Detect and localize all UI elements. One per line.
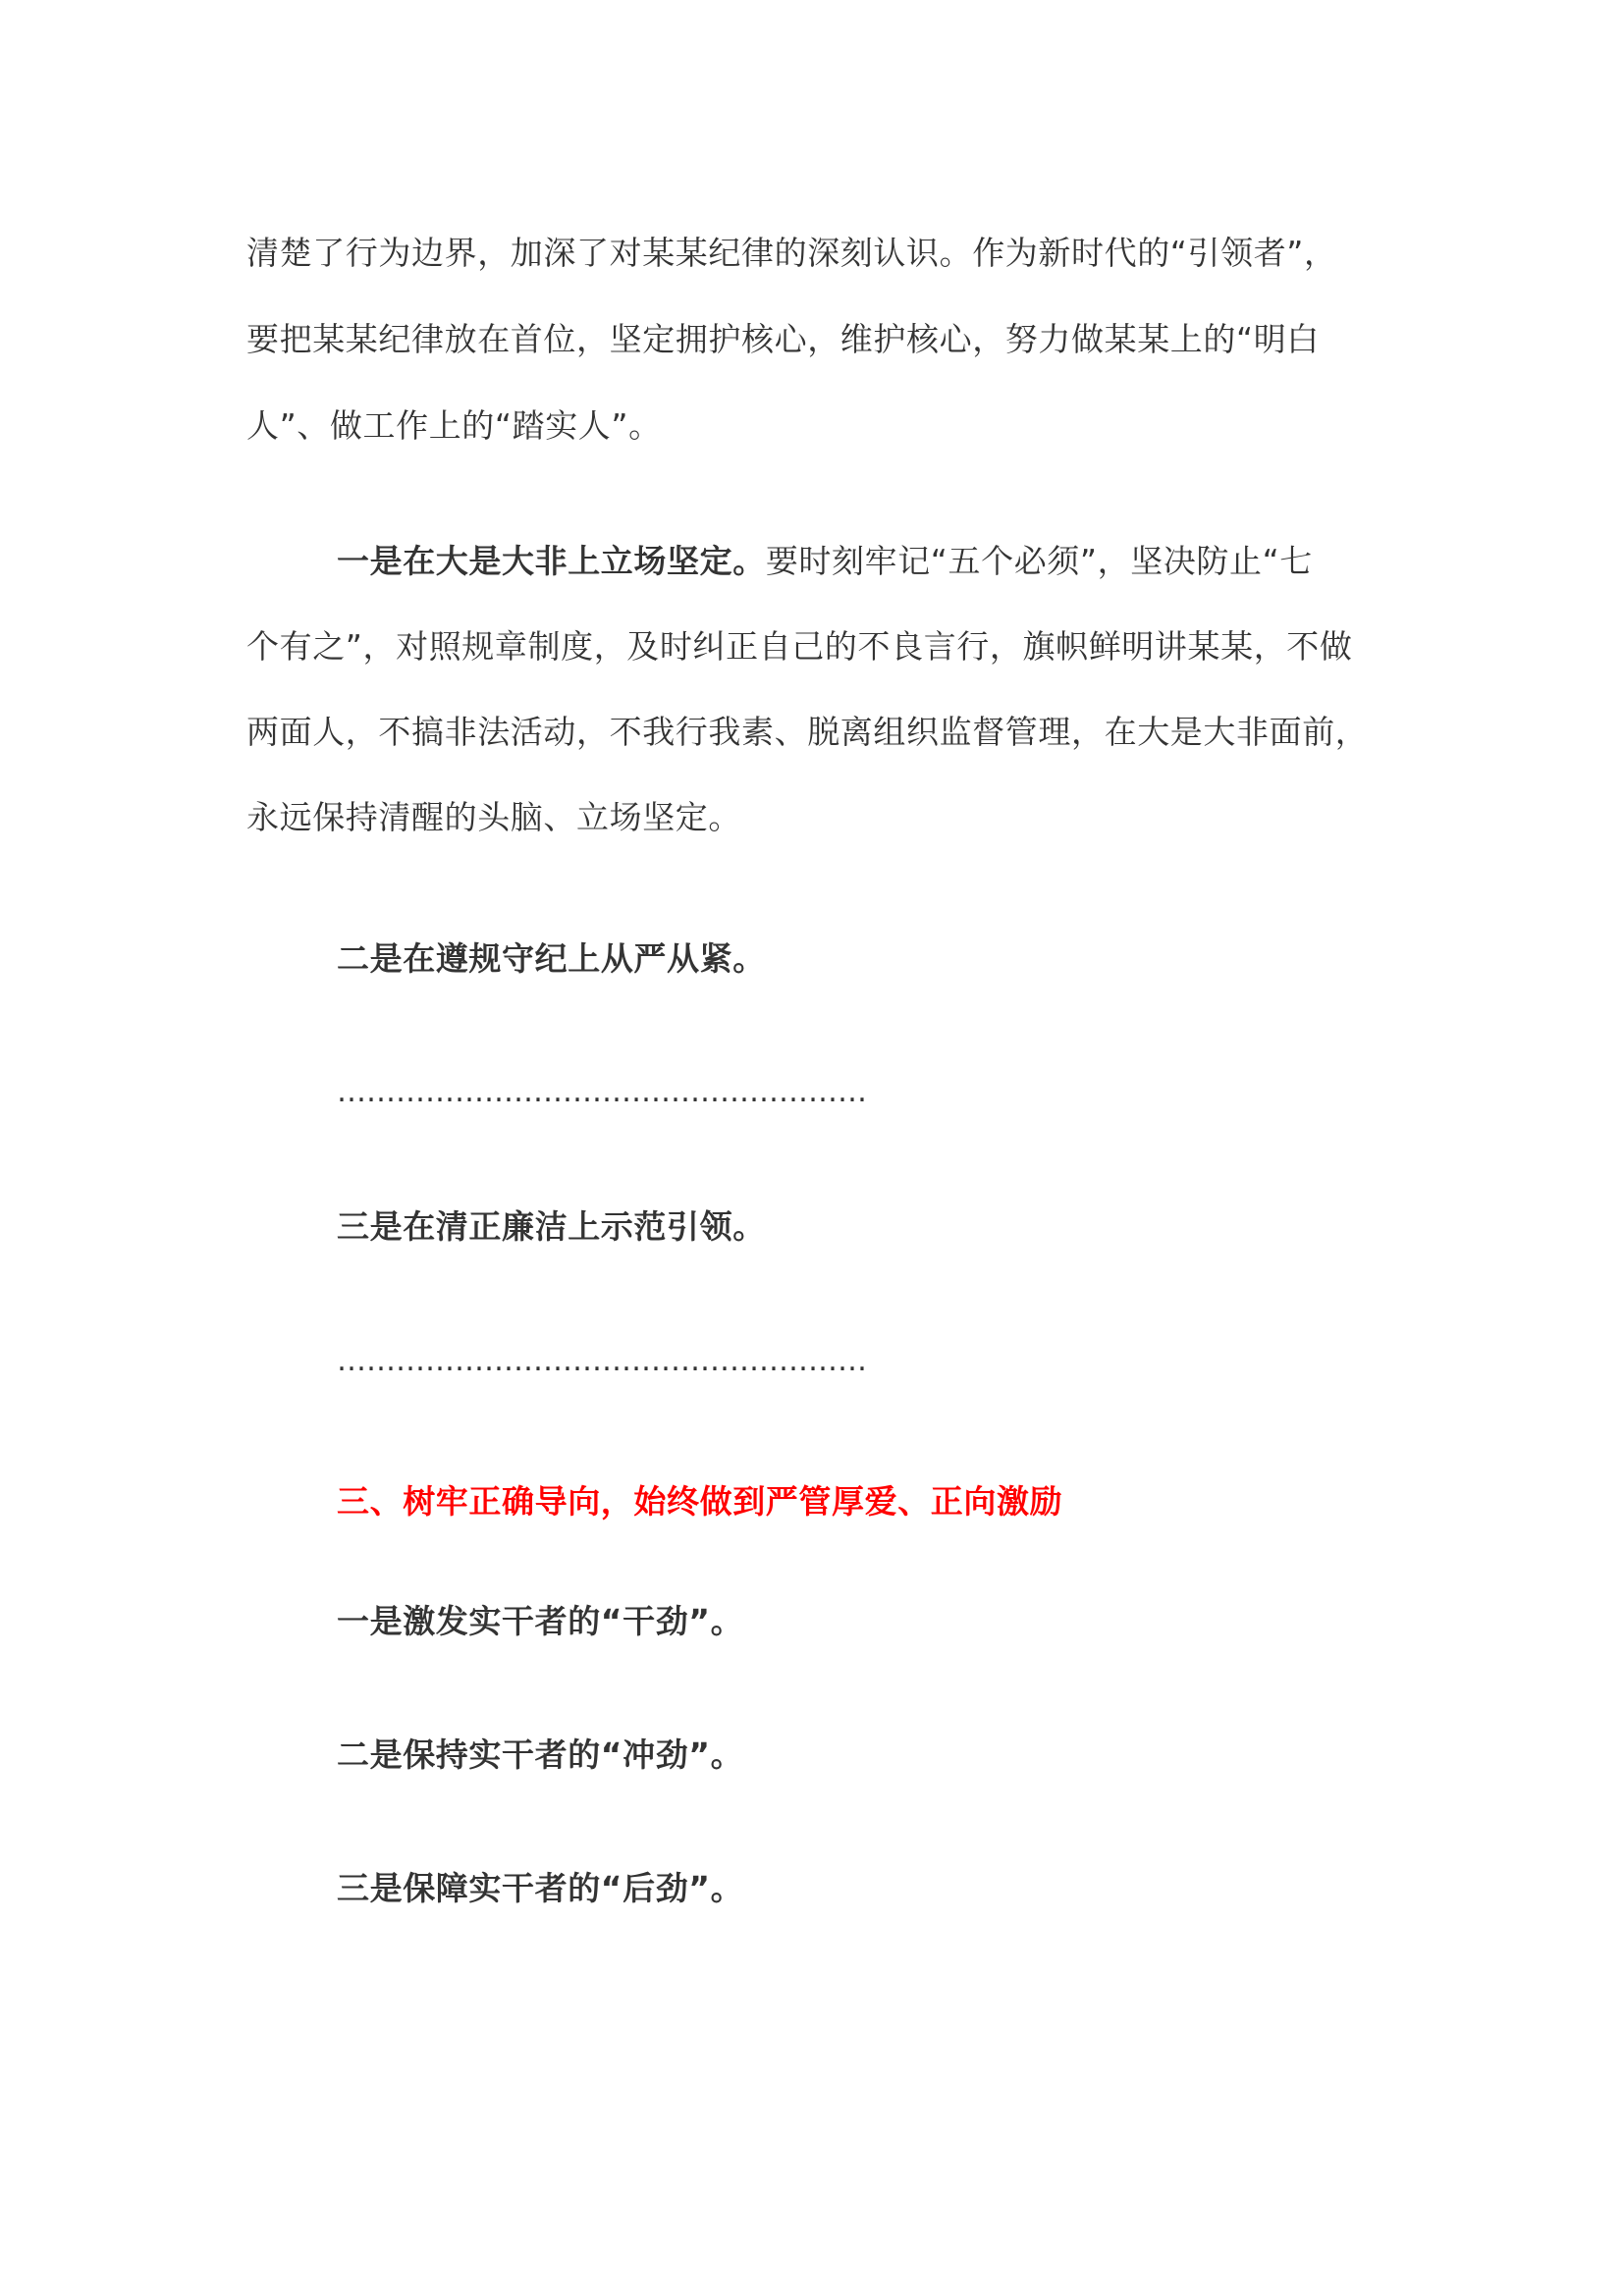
ellipsis-divider-2: ……………………………………………… (337, 1344, 867, 1378)
point-1-bold-lead: 一是在大是大非上立场坚定。 (337, 542, 766, 580)
paragraph-1-line-1: 清楚了行为边界，加深了对某某纪律的深刻认识。作为新时代的“引领者”， (246, 234, 1337, 272)
section-3-point-3: 三是保障实干者的“后劲”。 (337, 1869, 744, 1907)
section-3-point-2: 二是保持实干者的“冲劲”。 (337, 1735, 744, 1774)
paragraph-2-line-4: 永远保持清醒的头脑、立场坚定。 (246, 798, 741, 836)
paragraph-1-line-3: 人”、做工作上的“踏实人”。 (246, 406, 662, 445)
paragraph-2-line-1 (337, 537, 1313, 586)
paragraph-2-line-3: 两面人，不搞非法活动，不我行我素、脱离组织监督管理，在大是大非面前， (246, 713, 1369, 751)
point-2-heading: 二是在遵规守纪上从严从紧。 (337, 939, 766, 978)
section-3-point-1: 一是激发实干者的“干劲”。 (337, 1602, 744, 1640)
point-3-heading: 三是在清正廉洁上示范引领。 (337, 1207, 766, 1246)
paragraph-1-line-2: 要把某某纪律放在首位，坚定拥护核心，维护核心，努力做某某上的“明白 (246, 320, 1320, 358)
point-1-text: 要时刻牢记“五个必须”，坚决防止“七 (765, 542, 1313, 580)
paragraph-2-line-2: 个有之”，对照规章制度，及时纠正自己的不良言行，旗帜鲜明讲某某，不做 (246, 627, 1353, 666)
ellipsis-divider-1: ……………………………………………… (337, 1075, 867, 1109)
section-3-heading: 三、树牢正确导向，始终做到严管厚爱、正向激励 (337, 1482, 1063, 1521)
